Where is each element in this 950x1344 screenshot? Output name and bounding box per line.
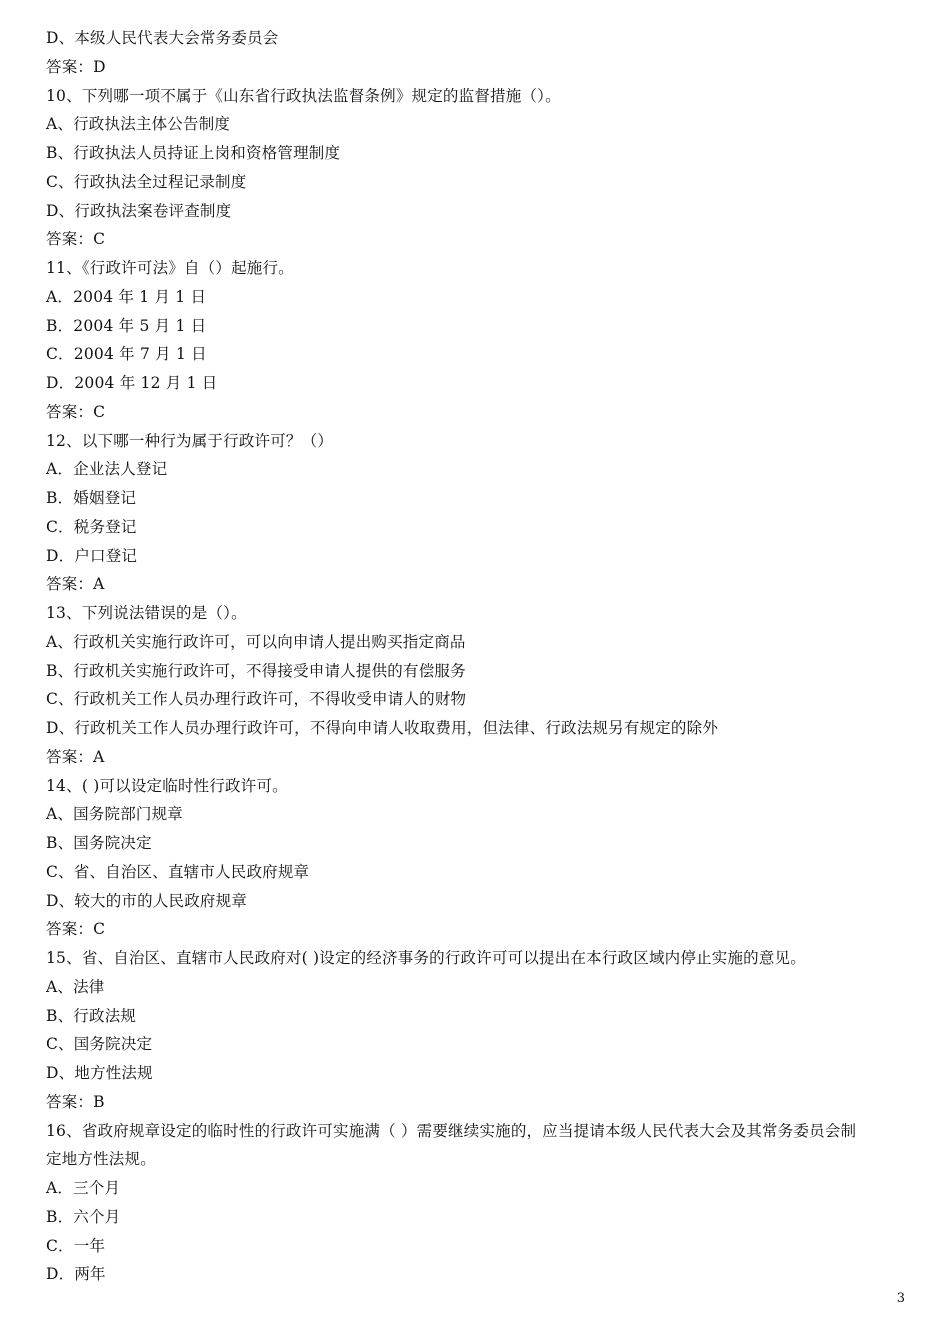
option-line: B、行政法规: [46, 1006, 137, 1025]
option-line: C、行政机关工作人员办理行政许可，不得收受申请人的财物: [46, 690, 467, 709]
option-line: B．六个月: [46, 1207, 121, 1226]
document-body: [46, 24, 912, 1289]
option-line: C、省、自治区、直辖市人民政府规章: [46, 862, 310, 881]
answer-line: 答案：D: [46, 57, 106, 76]
question-line: 16、省政府规章设定的临时性的行政许可实施满（ ）需要继续实施的，应当提请本级人民代表大会及其常务委员会制: [46, 1121, 857, 1140]
page-number: 3: [896, 1291, 905, 1306]
answer-line: 答案：C: [46, 920, 106, 939]
option-line: C、国务院决定: [46, 1035, 153, 1054]
option-line: D、本级人民代表大会常务委员会: [46, 29, 279, 47]
option-line: B．婚姻登记: [46, 489, 137, 507]
option-line: C、行政执法全过程记录制度: [46, 172, 247, 191]
option-line: B．2004 年 5 月 1 日: [46, 316, 207, 335]
option-line: C．2004 年 7 月 1 日: [46, 345, 207, 364]
option-line: D、较大的市的人民政府规章: [46, 891, 248, 910]
option-line: A．三个月: [46, 1179, 121, 1197]
answer-line: 答案：C: [46, 402, 106, 421]
answer-line: 答案：A: [46, 575, 105, 594]
question-line: 13、下列说法错误的是（）。: [46, 604, 247, 622]
text-line: 定地方性法规。: [46, 1150, 156, 1169]
option-line: A．企业法人登记: [46, 460, 168, 479]
option-line: B、国务院决定: [46, 834, 152, 852]
question-line: 11、《行政许可法》自（）起施行。: [46, 259, 294, 277]
option-line: A、法律: [46, 977, 105, 996]
option-line: D．户口登记: [46, 546, 138, 565]
option-line: D、地方性法规: [46, 1064, 153, 1082]
option-line: C．税务登记: [46, 517, 137, 536]
answer-line: 答案：A: [46, 747, 105, 766]
option-line: D、行政机关工作人员办理行政许可，不得向申请人收取费用，但法律、行政法规另有规定的除外: [46, 719, 719, 737]
option-line: A、行政机关实施行政许可，可以向申请人提出购买指定商品: [46, 632, 466, 651]
option-line: B、行政机关实施行政许可，不得接受申请人提供的有偿服务: [46, 661, 466, 680]
option-line: C．一年: [46, 1236, 106, 1255]
question-line: 12、以下哪一种行为属于行政许可？（）: [46, 431, 334, 450]
option-line: A、国务院部门规章: [46, 805, 183, 824]
option-line: D．两年: [46, 1265, 106, 1284]
question-line: 10、下列哪一项不属于《山东省行政执法监督条例》规定的监督措施（）。: [46, 86, 561, 105]
answer-line: 答案：C: [46, 230, 106, 249]
question-line: 15、省、自治区、直辖市人民政府对( )设定的经济事务的行政许可可以提出在本行政区域内停止实施的意见。: [46, 949, 806, 967]
option-line: A．2004 年 1 月 1 日: [46, 287, 207, 306]
option-line: D．2004 年 12 月 1 日: [46, 374, 218, 392]
option-line: B、行政执法人员持证上岗和资格管理制度: [46, 144, 341, 162]
option-line: D、行政执法案卷评查制度: [46, 201, 232, 220]
answer-line: 答案：B: [46, 1092, 105, 1111]
option-line: A、行政执法主体公告制度: [46, 115, 231, 134]
question-line: 14、( )可以设定临时性行政许可。: [46, 776, 288, 795]
